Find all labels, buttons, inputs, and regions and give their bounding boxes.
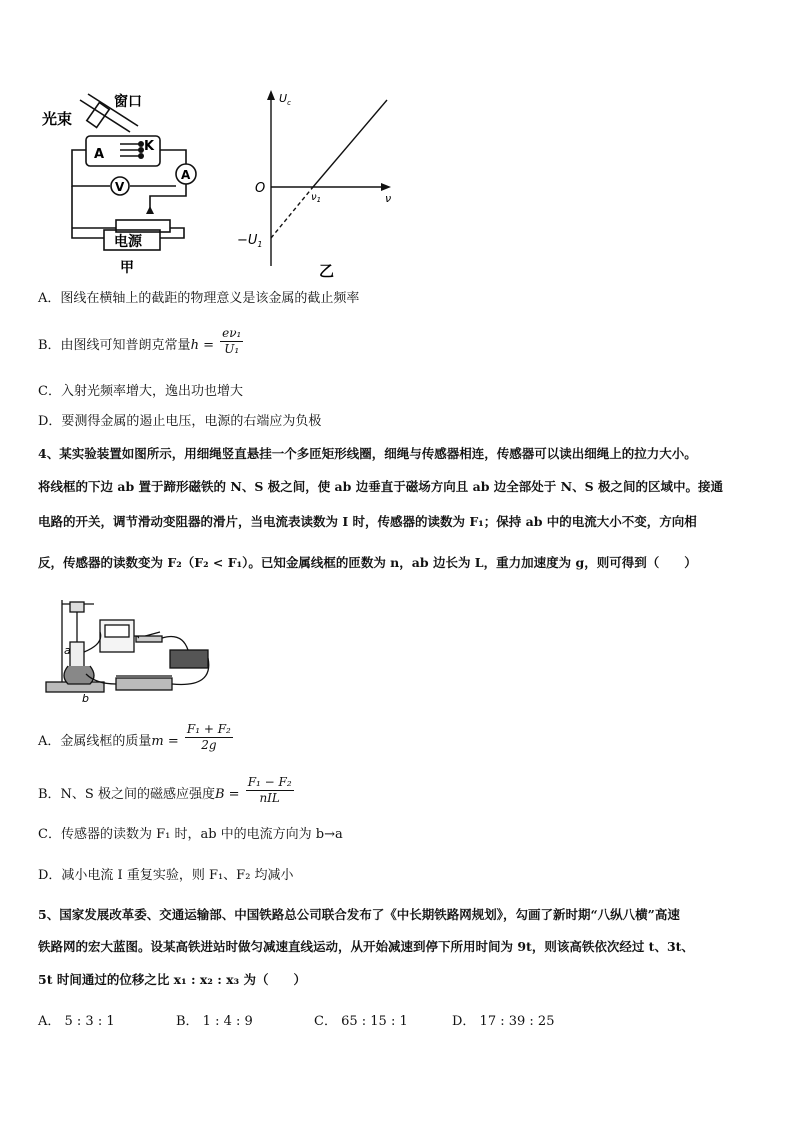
q3-option-c: C．入射光频率增大，逸出功也增大 <box>38 384 243 399</box>
caption-yi: 乙 <box>319 262 335 280</box>
q5-stem-line1: 5、国家发展改革委、交通运输部、中国铁路总公司联合发布了《中长期铁路网规划》，勾画了新时期“八纵八横”高速 <box>38 907 680 922</box>
label-ammeter: A <box>181 168 191 182</box>
fraction-numerator: eν₁ <box>222 326 242 340</box>
fraction-numerator: F₁ − F₂ <box>247 775 292 789</box>
q4-stem-line4: 反，传感器的读数变为 F₂（F₂ < F₁）。已知金属线框的匝数为 n，ab 边长为 L，重力加速度为 g，则可得到（ ） <box>38 555 697 570</box>
q4-option-a-text: A．金属线框的质量 <box>38 734 152 749</box>
fraction-denominator: U₁ <box>224 342 240 356</box>
fraction-denominator: nIL <box>259 791 280 805</box>
q4-option-d: D．减小电流 I 重复实验，则 F₁、F₂ 均减小 <box>38 868 294 883</box>
q3-option-b-fraction <box>220 326 243 357</box>
caption-jia: 甲 <box>120 260 134 276</box>
q3-option-b-lhs: h = <box>190 338 214 353</box>
q5-option-c: C． 65 : 15 : 1 <box>314 1014 408 1029</box>
q5-option-a: A． 5 : 3 : 1 <box>38 1014 115 1029</box>
q4-option-b-fraction <box>246 775 294 806</box>
label-a: a <box>64 644 71 657</box>
q4-option-a-lhs: m = <box>151 734 179 749</box>
q4-stem-line2: 将线框的下边 ab 置于蹄形磁铁的 N、S 极之间，使 ab 边垂直于磁场方向且 ab 边全部处于 N、S 极之间的区域中。接通 <box>38 479 723 494</box>
fraction-numerator: F₁ + F₂ <box>186 722 231 736</box>
q4-option-c: C．传感器的读数为 F₁ 时，ab 中的电流方向为 b→a <box>38 827 343 842</box>
q5-stem-line2: 铁路网的宏大蓝图。设某高铁进站时做匀减速直线运动，从开始减速到停下所用时间为 9t，则该高铁依次经过 t、3t、 <box>38 939 694 954</box>
label-b: b <box>82 692 89 704</box>
label-voltmeter: V <box>115 180 125 194</box>
figure-q4-apparatus <box>42 592 214 704</box>
q3-option-b-text: B．由图线可知普朗克常量 <box>38 338 191 353</box>
q4-option-b <box>38 775 296 806</box>
label-light-beam: 光束 <box>42 110 73 128</box>
q3-option-a: A．图线在横轴上的截距的物理意义是该金属的截止频率 <box>38 291 360 306</box>
q5-stem-line3: 5t 时间通过的位移之比 x₁ : x₂ : x₃ 为（ ） <box>38 972 306 987</box>
label-power: 电源 <box>114 234 142 250</box>
figure-jia-circuit <box>38 88 198 278</box>
y-intercept-label: $-U_1$ <box>237 233 263 249</box>
label-anode: A <box>94 147 105 162</box>
q5-option-d: D． 17 : 39 : 25 <box>452 1014 555 1029</box>
q4-option-b-lhs: B = <box>214 787 240 802</box>
q4-stem-line1: 4、某实验装置如图所示，用细绳竖直悬挂一个多匝矩形线圈，细绳与传感器相连，传感器可以读出细绳上的拉力大小。 <box>38 446 697 461</box>
label-window: 窗口 <box>114 94 142 110</box>
origin-label: O <box>255 181 266 196</box>
fraction-denominator: 2g <box>201 738 217 752</box>
figure-yi-graph <box>235 86 405 280</box>
label-cathode: K <box>144 139 155 154</box>
q3-option-d: D．要测得金属的遏止电压，电源的右端应为负极 <box>38 414 322 429</box>
q4-stem-line3: 电路的开关，调节滑动变阻器的滑片，当电流表读数为 I 时，传感器的读数为 F₁；保持 ab 中的电流大小不变，方向相 <box>38 514 697 529</box>
q4-option-a <box>38 722 235 753</box>
q3-option-b <box>38 326 245 357</box>
x-axis-label: ν <box>385 192 392 205</box>
x-intercept-label: $\nu_1$ <box>311 192 322 204</box>
q5-option-b: B． 1 : 4 : 9 <box>176 1014 253 1029</box>
y-axis-label: $U_c$ <box>279 92 291 107</box>
q4-option-a-fraction <box>185 722 233 753</box>
q4-option-b-text: B．N、S 极之间的磁感应强度 <box>38 787 215 802</box>
